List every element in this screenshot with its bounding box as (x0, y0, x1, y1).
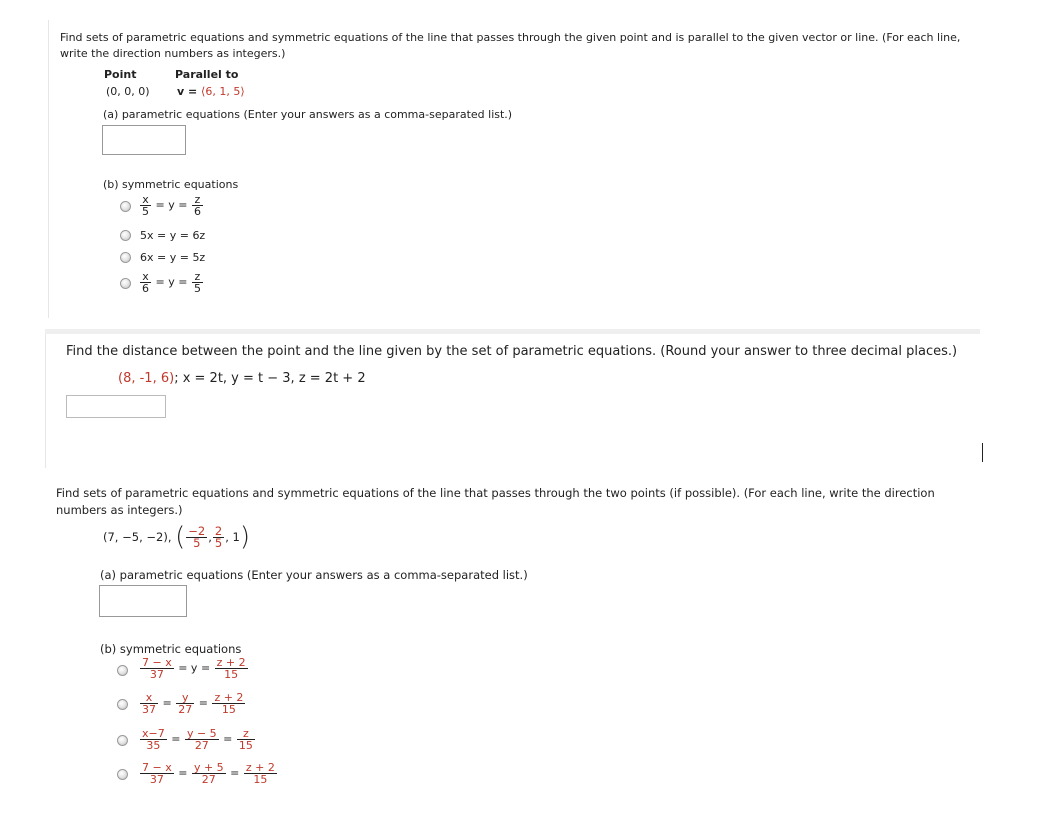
mid-2: = (223, 732, 233, 746)
option-4-equation (139, 271, 204, 294)
problem-2-question: Find the distance between the point and the line given by the set of parametric equations. (Round your answer to three decimal places.) (66, 344, 958, 359)
option-3-3-radio[interactable] (117, 735, 128, 746)
frac-a: $\frac{x-7}{35}$ (142, 727, 165, 752)
mid-2: = (198, 696, 208, 710)
option-1-equation (139, 194, 204, 217)
option-3-4-radio[interactable] (117, 769, 128, 780)
frac-neg2-5: $\frac{-2}{5}$ (188, 523, 206, 550)
option-3-1-equation (139, 657, 249, 680)
close-paren: ) (239, 522, 251, 552)
part-a-label: (a) parametric equations (Enter your answers as a comma-separated list.) (103, 108, 513, 121)
vector-prefix: v = (177, 85, 202, 98)
frac-x-6: $\frac{x}{6}$ (142, 270, 149, 295)
option-3-1-radio[interactable] (117, 665, 128, 676)
problem-3-question: Find sets of parametric equations and symmetric equations of the line that passes through the two points (if possible). (For each line, write the direction numbers as integers.) (56, 486, 935, 517)
frac-b: $\frac{z + 2}{15}$ (216, 656, 246, 681)
open-paren: ( (175, 522, 186, 552)
option-3-4-equation (139, 762, 278, 785)
frac-b: $\frac{y - 5}{27}$ (186, 727, 217, 752)
option-3-2-radio[interactable] (117, 699, 128, 710)
problem-3-points (103, 524, 250, 550)
comma-1: , (208, 530, 212, 544)
problem-2-panel (45, 334, 981, 468)
frac-a: $\frac{7 - x}{37}$ (142, 656, 172, 681)
part-b-label: (b) symmetric equations (103, 178, 239, 191)
frac-x-5: $\frac{x}{5}$ (142, 193, 149, 218)
frac-b: $\frac{y}{27}$ (178, 691, 193, 716)
frac-a: $\frac{7 - x}{37}$ (142, 761, 172, 786)
given-point: (8, -1, 6) (118, 371, 175, 386)
option-2-radio[interactable] (120, 230, 131, 241)
mid-1: = (162, 696, 172, 710)
given-point: (0, 0, 0) (106, 85, 150, 98)
frac-c: $\frac{z + 2}{15}$ (245, 761, 275, 786)
comma-2: , (225, 530, 229, 544)
given-vector (177, 84, 245, 100)
problem-2-given (118, 370, 366, 388)
given-line-equations: ; x = 2t, y = t − 3, z = 2t + 2 (174, 371, 366, 386)
frac-z-5: $\frac{z}{5}$ (193, 270, 201, 295)
option-3-radio[interactable] (120, 252, 131, 263)
mid: = y = (178, 661, 211, 675)
parallel-header: Parallel to (175, 68, 239, 81)
frac-c: $\frac{z}{15}$ (238, 727, 253, 752)
point-header: Point (104, 68, 137, 81)
option-2-equation: 5x = y = 6z (140, 229, 206, 242)
distance-answer-input[interactable] (66, 395, 166, 418)
text-cursor (982, 443, 983, 462)
parametric-answer-input-3[interactable] (99, 585, 187, 617)
option-3-3-equation (139, 728, 256, 751)
parametric-answer-input[interactable] (102, 125, 186, 155)
mid-1: = (178, 766, 188, 780)
frac-b: $\frac{y + 5}{27}$ (193, 761, 224, 786)
option-4-radio[interactable] (120, 278, 131, 289)
point-1: (7, −5, −2), (103, 530, 172, 544)
option-3-2-equation (139, 692, 246, 715)
point-2-z: 1 (232, 530, 240, 544)
part-b-label-3: (b) symmetric equations (100, 642, 242, 656)
option-1-radio[interactable] (120, 201, 131, 212)
frac-c: $\frac{z + 2}{15}$ (214, 691, 244, 716)
mid-2: = (230, 766, 240, 780)
frac-a: $\frac{x}{37}$ (142, 691, 156, 716)
problem-1-question: Find sets of parametric equations and symmetric equations of the line that passes through the given point and is parallel to the given vector or line. (For each line, write the direction numbers as integers.) (60, 31, 961, 60)
problem-1-panel (48, 20, 989, 318)
vector-value: ⟨6, 1, 5⟩ (201, 85, 245, 98)
part-a-label-3: (a) parametric equations (Enter your answers as a comma-separated list.) (100, 568, 528, 582)
option-1-mid: = y = (155, 198, 188, 212)
option-4-mid: = y = (155, 275, 188, 289)
mid-1: = (171, 732, 181, 746)
frac-2-5: $\frac{2}{5}$ (214, 523, 223, 550)
option-3-equation: 6x = y = 5z (140, 251, 206, 264)
frac-z-6: $\frac{z}{6}$ (193, 193, 201, 218)
